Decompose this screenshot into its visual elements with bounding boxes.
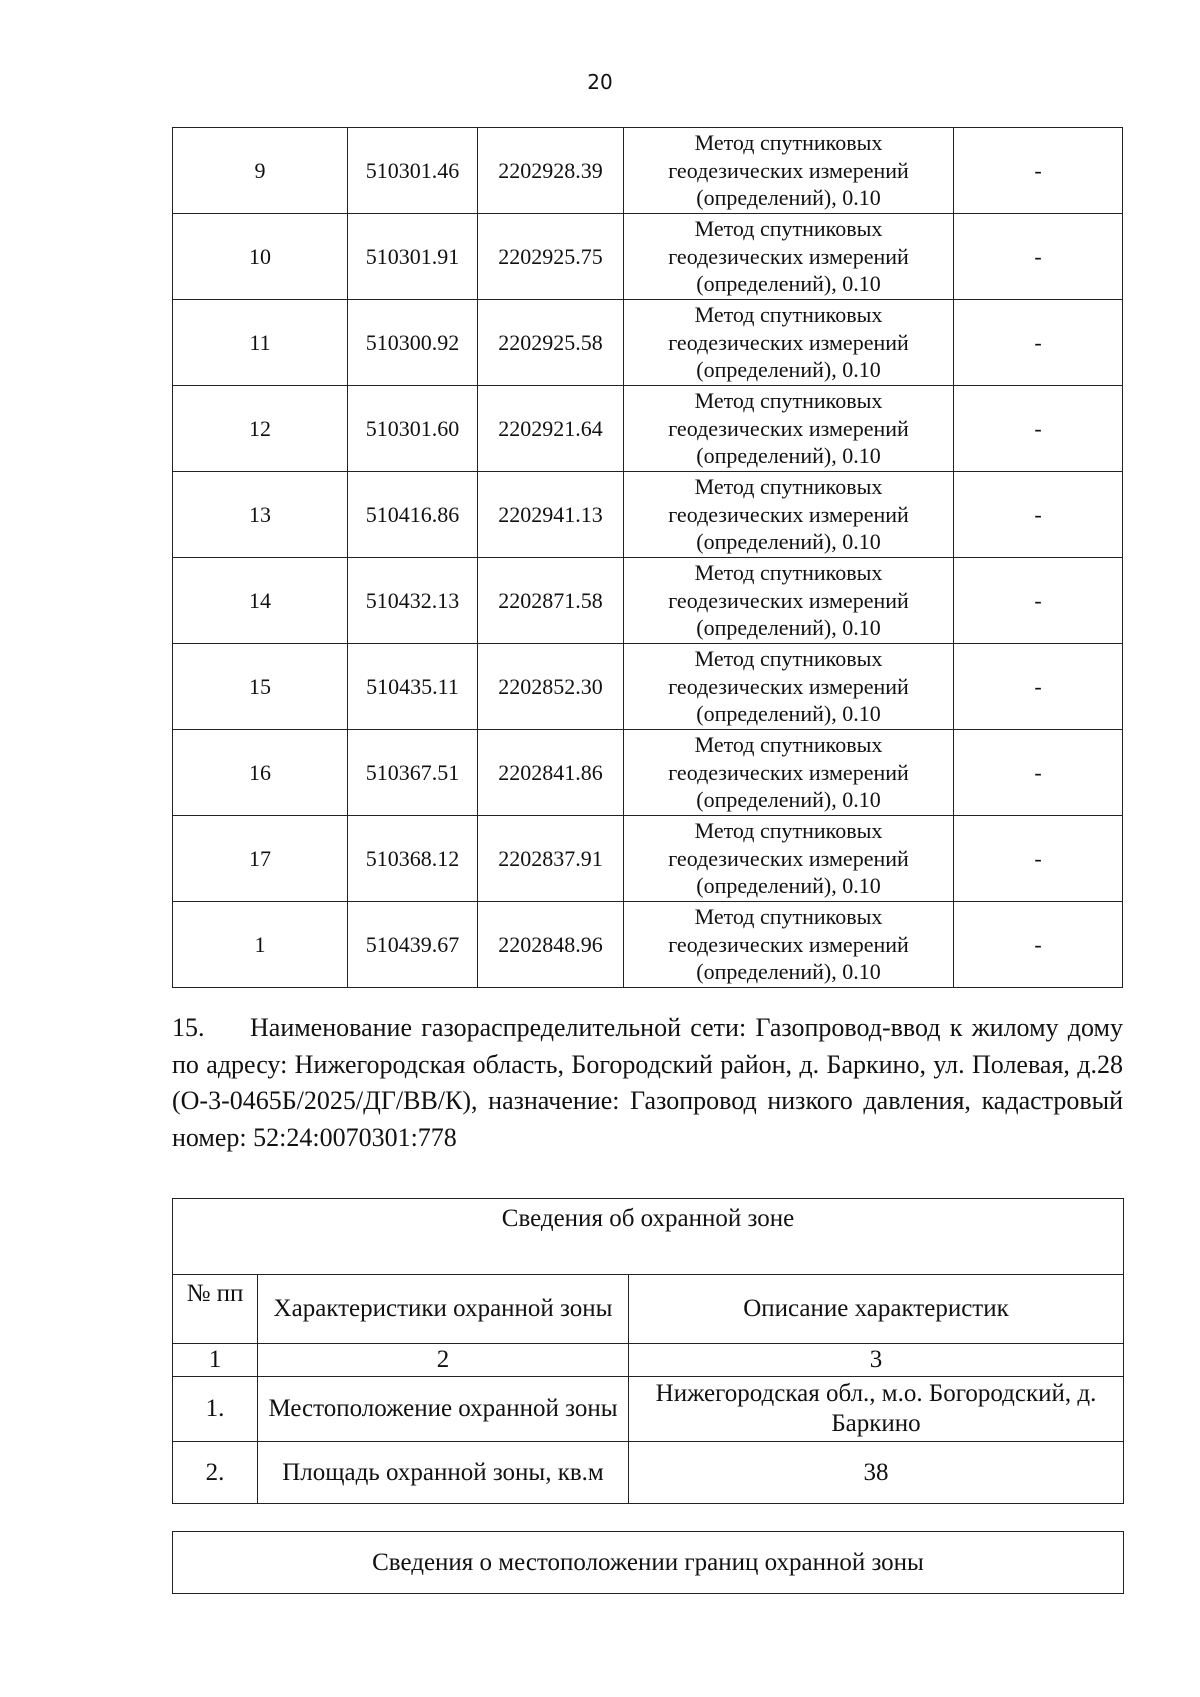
section-paragraph (172, 1010, 1123, 1156)
coordinate-x: 510368.12 (348, 816, 478, 902)
boundary-table-title: Сведения о местоположении границ охранной зоны (173, 1532, 1124, 1594)
method-cell (624, 472, 954, 558)
zone-table-title: Сведения об охранной зоне (173, 1199, 1124, 1275)
method-line: Метод спутниковых (694, 216, 883, 242)
coordinate-row (173, 644, 1123, 730)
method-line: (определений), 0.10 (696, 271, 881, 297)
method-line: геодезических измерений (668, 673, 909, 699)
coordinate-row (173, 472, 1123, 558)
section-number: 15. (172, 1013, 205, 1042)
method-line: (определений), 0.10 (696, 357, 881, 383)
method-line: геодезических измерений (668, 415, 909, 441)
protection-zone-table (172, 1198, 1124, 1504)
zone-row-2-name: Площадь охранной зоны, кв.м (258, 1442, 629, 1504)
point-number: 11 (173, 300, 348, 386)
point-number: 9 (173, 128, 348, 214)
section-text: Наименование газораспределительной сети: Газопровод-ввод к жилому дому по адресу: Нижегородская область, Богородский район, д. Баркино, ул. Полевая, д.28 (О-3-0465Б/2025/ДГ/ВВ/К), назначение: Газопровод низкого давления, кадастровый номер: 52:24:0070301:778 (172, 1013, 1123, 1152)
zone-row-1-number: 1. (173, 1377, 258, 1442)
method-line: (определений), 0.10 (696, 959, 881, 985)
point-description: - (954, 558, 1123, 644)
boundary-table (172, 1531, 1124, 1594)
coordinates-table (172, 127, 1123, 988)
method-line: геодезических измерений (668, 329, 909, 355)
method-cell (624, 386, 954, 472)
method-line: (определений), 0.10 (696, 529, 881, 555)
point-number: 12 (173, 386, 348, 472)
method-cell (624, 816, 954, 902)
coordinate-x: 510416.86 (348, 472, 478, 558)
zone-row-1-value: Нижегородская обл., м.о. Богородский, д. Баркино (629, 1377, 1124, 1442)
header-description: Описание характеристик (629, 1275, 1124, 1344)
coordinate-x: 510301.46 (348, 128, 478, 214)
method-line: (определений), 0.10 (696, 615, 881, 641)
header-number: № пп (173, 1275, 258, 1344)
method-line: (определений), 0.10 (696, 443, 881, 469)
method-cell (624, 558, 954, 644)
method-line: Метод спутниковых (694, 474, 883, 500)
point-description: - (954, 816, 1123, 902)
column-number-2: 2 (258, 1344, 629, 1377)
coordinate-x: 510367.51 (348, 730, 478, 816)
method-line: Метод спутниковых (694, 904, 883, 930)
method-cell (624, 902, 954, 988)
coordinate-x: 510301.91 (348, 214, 478, 300)
point-number: 13 (173, 472, 348, 558)
method-line: Метод спутниковых (694, 302, 883, 328)
method-line: Метод спутниковых (694, 818, 883, 844)
zone-row-1-name: Местоположение охранной зоны (258, 1377, 629, 1442)
method-line: геодезических измерений (668, 931, 909, 957)
coordinate-y: 2202941.13 (478, 472, 624, 558)
coordinate-x: 510432.13 (348, 558, 478, 644)
method-line: геодезических измерений (668, 759, 909, 785)
method-cell (624, 128, 954, 214)
point-description: - (954, 386, 1123, 472)
point-number: 15 (173, 644, 348, 730)
coordinate-y: 2202925.75 (478, 214, 624, 300)
column-number-1: 1 (173, 1344, 258, 1377)
zone-row-2-number: 2. (173, 1442, 258, 1504)
point-description: - (954, 472, 1123, 558)
method-line: (определений), 0.10 (696, 185, 881, 211)
coordinate-row (173, 300, 1123, 386)
method-line: Метод спутниковых (694, 560, 883, 586)
method-line: Метод спутниковых (694, 130, 883, 156)
header-characteristics: Характеристики охранной зоны (258, 1275, 629, 1344)
coordinate-y: 2202837.91 (478, 816, 624, 902)
coordinate-row (173, 816, 1123, 902)
point-description: - (954, 300, 1123, 386)
page-number: 20 (587, 70, 613, 94)
method-cell (624, 300, 954, 386)
method-line: геодезических измерений (668, 845, 909, 871)
coordinate-y: 2202848.96 (478, 902, 624, 988)
coordinate-x: 510439.67 (348, 902, 478, 988)
point-description: - (954, 644, 1123, 730)
point-description: - (954, 128, 1123, 214)
method-line: геодезических измерений (668, 501, 909, 527)
point-description: - (954, 902, 1123, 988)
coordinate-y: 2202921.64 (478, 386, 624, 472)
coordinate-x: 510435.11 (348, 644, 478, 730)
point-number: 17 (173, 816, 348, 902)
point-description: - (954, 214, 1123, 300)
coordinate-y: 2202871.58 (478, 558, 624, 644)
coordinate-row (173, 214, 1123, 300)
point-number: 16 (173, 730, 348, 816)
method-cell (624, 214, 954, 300)
method-line: (определений), 0.10 (696, 701, 881, 727)
method-line: Метод спутниковых (694, 732, 883, 758)
method-line: (определений), 0.10 (696, 787, 881, 813)
method-line: Метод спутниковых (694, 646, 883, 672)
column-number-3: 3 (629, 1344, 1124, 1377)
point-number: 14 (173, 558, 348, 644)
point-description: - (954, 730, 1123, 816)
method-line: геодезических измерений (668, 587, 909, 613)
zone-row-2-value: 38 (629, 1442, 1124, 1504)
coordinate-x: 510300.92 (348, 300, 478, 386)
coordinate-y: 2202928.39 (478, 128, 624, 214)
method-line: геодезических измерений (668, 157, 909, 183)
coordinate-row (173, 386, 1123, 472)
coordinate-y: 2202852.30 (478, 644, 624, 730)
coordinate-row (173, 558, 1123, 644)
point-number: 1 (173, 902, 348, 988)
coordinate-y: 2202925.58 (478, 300, 624, 386)
method-cell (624, 730, 954, 816)
method-line: Метод спутниковых (694, 388, 883, 414)
method-cell (624, 644, 954, 730)
coordinate-y: 2202841.86 (478, 730, 624, 816)
coordinate-row (173, 730, 1123, 816)
coordinate-x: 510301.60 (348, 386, 478, 472)
method-line: (определений), 0.10 (696, 873, 881, 899)
coordinate-row (173, 128, 1123, 214)
point-number: 10 (173, 214, 348, 300)
method-line: геодезических измерений (668, 243, 909, 269)
coordinate-row (173, 902, 1123, 988)
